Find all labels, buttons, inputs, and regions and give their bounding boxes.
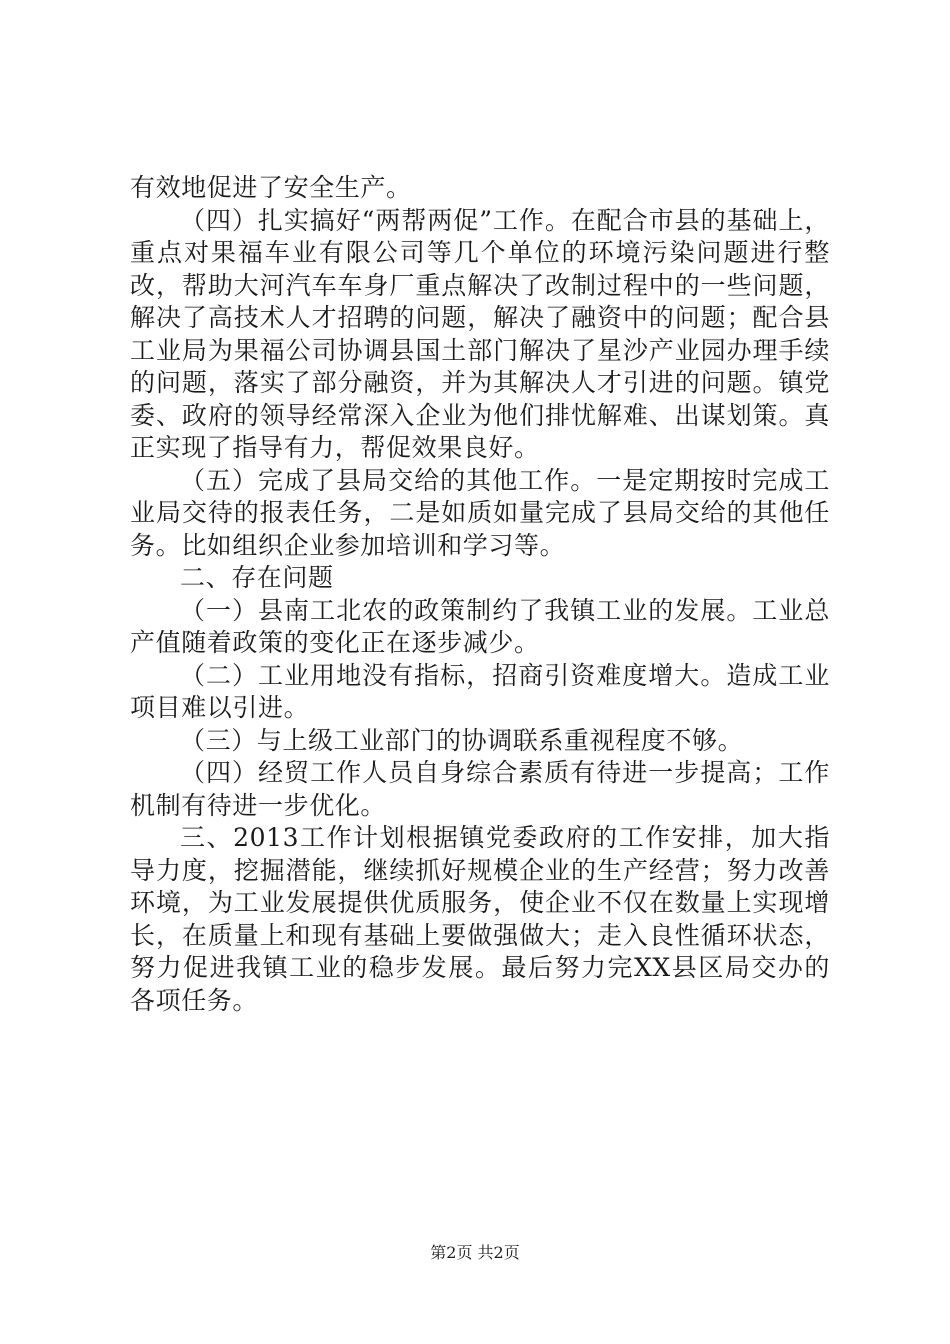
paragraph-work-plan: 三、2013工作计划根据镇党委政府的工作安排，加大指导力度，挖掘潜能，继续抓好规模企业的生产经营；努力改善环境，为工业发展提供优质服务，使企业不仅在数量上实现增长，在质量上和现有基础上要做强做大；走入良性循环状态，努力促进我镇工业的稳步发展。最后努力完XX县区局交办的各项任务。 (130, 823, 830, 1015)
paragraph-continuation: 有效地促进了安全生产。 (130, 173, 412, 202)
section-heading-problems: 二、存在问题 (180, 563, 334, 592)
paragraph-problem-one: （一）县南工北农的政策制约了我镇工业的发展。工业总产值随着政策的变化正在逐步减少。 (130, 595, 830, 657)
paragraph-item-four: （四）扎实搞好“两帮两促”工作。在配合市县的基础上，重点对果福车业有限公司等几个单位的环境污染问题进行整改，帮助大河汽车车身厂重点解决了改制过程中的一些问题，解决了高技术人才招聘的问题，解决了融资中的问题；配合县工业局为果福公司协调县国土部门解决了星沙产业园办理手续的问题，落实了部分融资，并为其解决人才引进的问题。镇党委、政府的领导经常深入企业为他们排忧解难、出谋划策。真正实现了指导有力，帮促效果良好。 (130, 205, 830, 462)
document-body (130, 172, 830, 1017)
paragraph-item-five: （五）完成了县局交给的其他工作。一是定期按时完成工业局交待的报表任务，二是如质如量完成了县局交给的其他任务。比如组织企业参加培训和学习等。 (130, 465, 830, 560)
page-number-footer: 第2页 共2页 (430, 1243, 520, 1262)
paragraph-problem-four: （四）经贸工作人员自身综合素质有待进一步提高；工作机制有待进一步优化。 (130, 758, 830, 820)
paragraph-problem-two: （二）工业用地没有指标，招商引资难度增大。造成工业项目难以引进。 (130, 660, 830, 722)
paragraph-problem-three: （三）与上级工业部门的协调联系重视程度不够。 (180, 725, 744, 755)
